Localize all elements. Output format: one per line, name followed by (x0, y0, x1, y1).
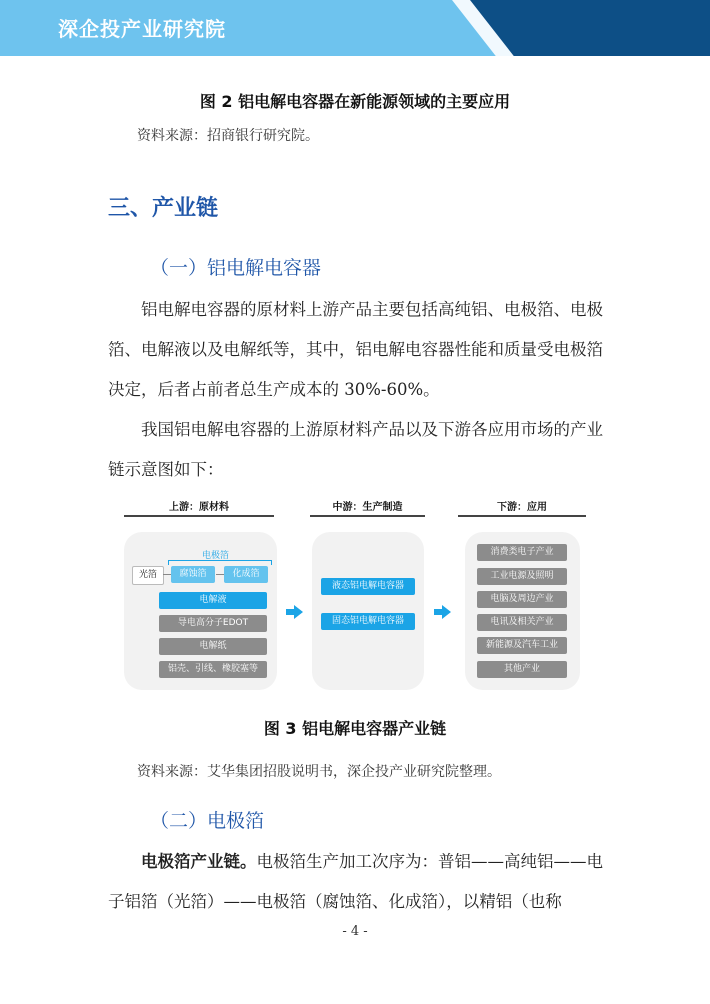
downstream-item-4: 电讯及相关产业 (477, 614, 567, 631)
downstream-item-3: 电脑及周边产业 (477, 591, 567, 608)
midstream-item-1: 液态铝电解电容器 (321, 578, 415, 595)
upstream-item-4: 铝壳、引线、橡胶塞等 (159, 661, 267, 678)
downstream-title-line (458, 515, 586, 517)
midstream-item-2: 固态铝电解电容器 (321, 613, 415, 630)
paragraph-1 (108, 290, 604, 410)
electrode-bracket (168, 560, 272, 565)
figure2-source: 资料来源：招商银行研究院。 (137, 128, 319, 144)
figure2-caption: 图 2 铝电解电容器在新能源领域的主要应用 (199, 92, 511, 111)
electrode-foil-label: 电极箔 (202, 551, 230, 561)
subsection-heading-1: （一）铝电解电容器 (150, 257, 322, 279)
paragraph-3-lead: 电极箔产业链。 (141, 852, 257, 871)
paragraph-3 (108, 842, 604, 922)
arrow-1-head (294, 605, 303, 619)
arrow-2-head (442, 605, 451, 619)
midstream-title: 中游：生产制造 (332, 502, 403, 513)
upstream-title: 上游：原材料 (169, 502, 229, 513)
upstream-item-1: 电解液 (159, 592, 267, 609)
page-header (0, 0, 710, 56)
downstream-item-5: 新能源及汽车工业 (477, 637, 567, 654)
arrow-2-body (434, 609, 442, 615)
paragraph-1-text: 铝电解电容器的原材料上游产品主要包括高纯铝、电极箔、电极箔、电解液以及电解纸等，其中，铝电解电容器性能和质量受电极箔决定，后者占前者总生产成本的 30%-60%。 (108, 300, 603, 399)
guangbo-box: 光箔 (132, 566, 164, 585)
upstream-item-2: 导电高分子EDOT (159, 615, 267, 632)
midstream-panel (312, 532, 424, 690)
figure3-source: 资料来源：艾华集团招股说明书，深企投产业研究院整理。 (137, 764, 501, 780)
figure3-caption: 图 3 铝电解电容器产业链 (263, 719, 447, 738)
industry-chain-diagram (120, 498, 590, 698)
paragraph-3-body: 电极箔生产加工次序为：普铝——高纯铝——电子铝箔（光箔）——电极箔（腐蚀箔、化成箔），以精铝（也称 (108, 852, 603, 911)
upstream-title-line (124, 515, 274, 517)
downstream-title: 下游：应用 (497, 502, 547, 513)
page-number: - 4 - (342, 924, 368, 939)
subsection-heading-2: （二）电极箔 (150, 810, 265, 832)
section-heading: 三、产业链 (108, 196, 219, 221)
fushibo-box: 腐蚀箔 (171, 566, 215, 583)
header-title: 深企投产业研究院 (58, 17, 226, 41)
huachengbo-box: 化成箔 (224, 566, 268, 583)
downstream-item-2: 工业电源及照明 (477, 568, 567, 585)
connector-2 (216, 574, 224, 575)
arrow-1-body (286, 609, 294, 615)
downstream-item-6: 其他产业 (477, 661, 567, 678)
downstream-item-1: 消费类电子产业 (477, 544, 567, 561)
paragraph-2-text: 我国铝电解电容器的上游原材料产品以及下游各应用市场的产业链示意图如下： (108, 420, 603, 479)
connector-1 (163, 574, 171, 575)
upstream-item-3: 电解纸 (159, 638, 267, 655)
paragraph-3-text (108, 842, 604, 922)
paragraph-2 (108, 410, 604, 490)
midstream-title-line (310, 515, 425, 517)
